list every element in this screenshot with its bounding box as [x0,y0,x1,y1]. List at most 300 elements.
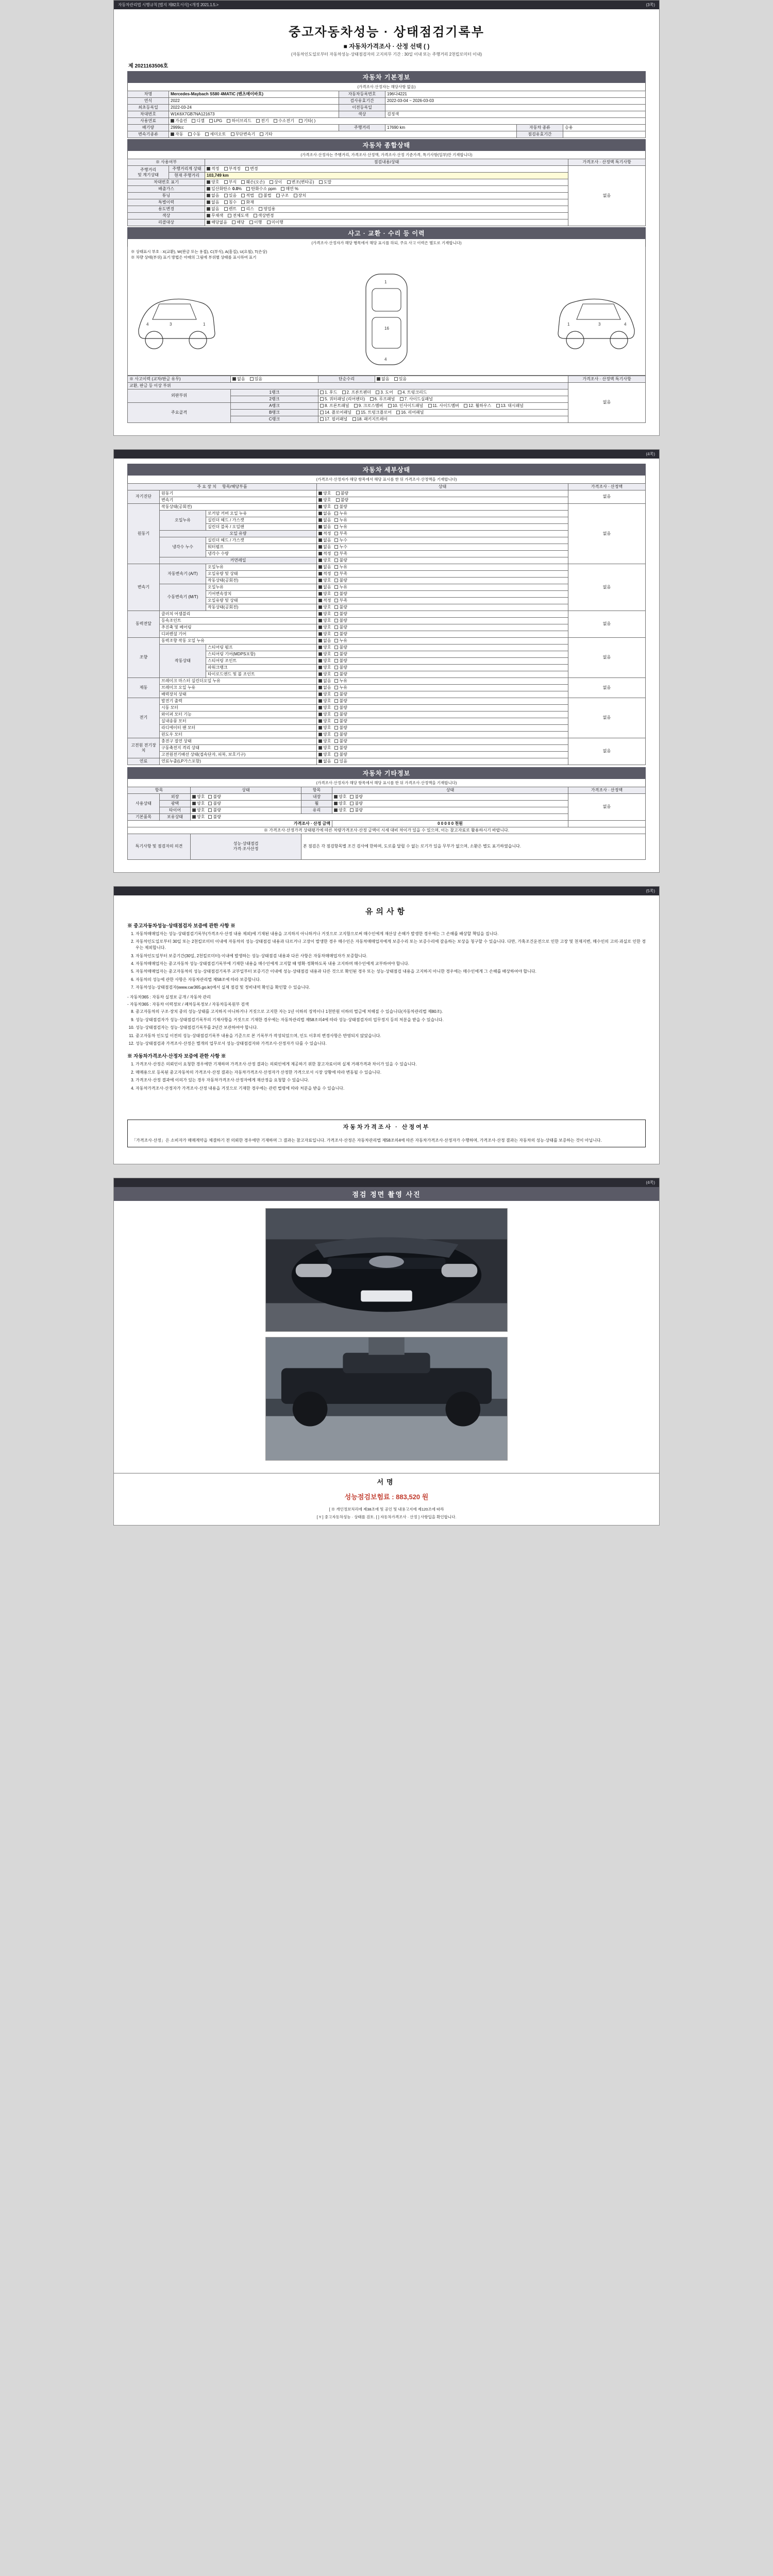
checkbox-icon [428,404,432,408]
specialhistory-option-flood[interactable]: 침수 [224,200,237,205]
state-none[interactable]: 없음 [318,511,331,516]
checkbox-icon [227,119,230,123]
checkbox-icon [318,585,322,589]
group-steering: 조향 [128,637,160,677]
state-mt-operation [317,604,568,611]
state-good[interactable]: 양호 [318,591,331,597]
checkbox-icon [192,802,196,805]
checkbox-icon [334,605,338,609]
tuning-options [205,193,568,199]
odometer-option-changed[interactable]: 변경 [245,166,258,172]
label-vin-mark: 차대번호 표기 [128,179,205,186]
usagechange-option-none[interactable]: 없음 [207,207,219,212]
fuel-option-gasoline[interactable]: 가솔린 [171,118,187,124]
colorchange-option-none[interactable]: 무채색 [207,213,223,218]
tuning-option-device[interactable]: 장치 [294,193,306,198]
label-rank-b: B랭크 [231,409,318,416]
item-steering-pump: 스티어링 펌프 [206,644,317,651]
state-bad[interactable]: 불량 [208,808,221,813]
checkbox-icon [259,207,262,211]
vinmark-option-corrosion[interactable]: 부식 [224,180,237,185]
underbody-photo [265,1337,508,1461]
section-etc-note: (가격조사·산정자가 해당 항목에서 해당 표시를 한 뒤 가격조사·산정액을 기재합니다) [127,779,646,787]
checkbox-icon [334,532,338,535]
checkbox-icon [318,565,322,569]
part-trunk-floor[interactable]: 15. 트렁크플로어 [356,410,392,415]
state-bad[interactable]: 불량 [334,652,347,657]
transmission-option-semiauto[interactable]: 세미오토 [205,132,226,137]
state-good[interactable]: 양호 [318,745,331,751]
total-price-empty [568,820,646,827]
checkbox-icon [192,119,195,123]
checkbox-icon [192,808,196,812]
checkbox-icon [334,746,338,750]
state-none[interactable]: 없음 [318,565,331,570]
state-none[interactable]: 없음 [318,638,331,643]
state-ok[interactable]: 적정 [318,571,331,577]
checkbox-icon [334,753,338,756]
part-hood[interactable]: 1. 후드 [320,390,337,395]
insurance-fee-label: 성능점검보험료 : [344,1493,394,1501]
price-self-diagnosis: 없음 [568,490,646,503]
state-low[interactable]: 부족 [334,571,347,577]
item-starter-motor: 시동 모터 [160,704,317,711]
item-brake-oil-leak: 브레이크 오일 누유 [160,684,317,691]
label-mileage: 주행거리 [339,125,385,131]
parts-rank2-items [318,396,568,402]
checkbox-icon [334,666,338,669]
state-minor[interactable]: 누유 [334,585,347,590]
label-accident-price: 가격조사 · 산정액 특기사항 [568,376,646,382]
transmission-option-manual[interactable]: 수동 [188,132,200,137]
group-transmission: 변속기 [128,564,160,611]
checkbox-icon [208,808,212,812]
table-row [128,376,646,382]
overall-col-price: 가격조사 · 산정액 특기사항 [568,159,646,166]
state-bad[interactable]: 불량 [334,705,347,710]
emission-hc[interactable]: 탄화수소 ppm [246,187,276,192]
recall-option-applicable[interactable]: 해당 [232,220,244,225]
state-bad[interactable]: 불량 [334,558,347,563]
section-overall-band: 자동차 종합상태 [127,139,646,151]
checkbox-icon [318,599,322,602]
state-bad[interactable]: 불량 [334,739,347,744]
state-power-crank [317,664,568,671]
table-row [128,698,646,704]
state-minor[interactable]: 누유 [334,511,347,516]
state-none[interactable]: 없음 [318,759,331,764]
checkbox-icon [231,132,234,136]
subgroup-manual-transmission: 수동변속기 (M/T) [160,584,206,611]
state-bad[interactable]: 불량 [334,699,347,704]
state-minor[interactable]: 누유 [334,565,347,570]
fuel-option-lpg[interactable]: LPG [209,118,222,124]
fuel-option-hydrogen[interactable]: 수소전기 [274,118,294,124]
state-low[interactable]: 부족 [334,531,347,536]
checkbox-icon [334,646,338,649]
state-good[interactable]: 양호 [318,752,331,757]
state-good[interactable]: 양호 [318,612,331,617]
specialhistory-option-fire[interactable]: 화재 [241,200,254,205]
state-alternator-output [317,698,568,704]
checkbox-icon [318,746,322,750]
state-good[interactable]: 양호 [318,498,331,503]
page-1 [113,0,660,436]
checkbox-icon [356,411,360,414]
checkbox-icon [318,706,322,709]
svg-text:4: 4 [624,321,627,327]
state-none[interactable]: 없음 [318,524,331,530]
state-bad[interactable]: 불량 [334,658,347,664]
checkbox-icon [318,572,322,575]
state-coolant-level [317,550,568,557]
state-bad[interactable]: 불량 [334,605,347,610]
part-quarter-panel[interactable]: 5. 쿼터패널 (리어펜더) [320,397,365,402]
state-bad[interactable]: 불량 [334,591,347,597]
label-vin: 차대번호 [128,111,169,118]
accident-price-note: 없음 [568,382,646,422]
accident-option-yes[interactable]: 있음 [250,377,262,382]
state-good[interactable]: 양호 [318,491,331,496]
label-special-history: 특별이력 [128,199,205,206]
state-good[interactable]: 양호 [318,504,331,510]
state-bad[interactable]: 불량 [336,498,348,503]
state-power-steering-leak [317,637,568,644]
state-leak[interactable]: 누수 [334,538,347,543]
label-usage-change: 용도변경 [128,206,205,213]
detail-col-state: 상태 [317,483,568,490]
diagram-legend-2: ※ 차량 상태(부위) 표기 방법은 아래의 그림에 부위별 상태를 표시하여 표기 [131,255,257,260]
state-bad[interactable]: 불량 [334,732,347,737]
state-differential-gear [317,631,568,637]
checkbox-icon [334,525,338,529]
state-yes[interactable]: 있음 [334,759,347,764]
vinmark-option-erased[interactable]: 도말 [319,180,331,185]
item-tie-rod-end: 타이로드엔드 및 볼 조인트 [206,671,317,677]
state-low[interactable]: 부족 [334,598,347,603]
page-2-topbar [114,450,659,459]
state-ok[interactable]: 적정 [318,551,331,556]
state-bad[interactable]: 불량 [350,801,362,806]
vinmark-option-good[interactable]: 양호 [207,180,219,185]
fuel-option-diesel[interactable]: 디젤 [192,118,204,124]
checkbox-icon [350,808,354,812]
state-good[interactable]: 양호 [318,652,331,657]
accident-option-none[interactable]: 없음 [232,377,245,382]
state-bad[interactable]: 불량 [334,665,347,670]
odometer-option-bad[interactable]: 부적정 [224,166,241,172]
state-good[interactable]: 양호 [318,665,331,670]
price-steering: 없음 [568,637,646,677]
table-row [128,793,646,800]
state-bad[interactable]: 불량 [334,632,347,637]
state-minor[interactable]: 누유 [334,524,347,530]
checkbox-icon [318,532,322,535]
state-fuel-leak [317,758,568,765]
list-item: 9. 성능·상태점검자가 성능·상태점검기록부의 기재사항을 거짓으로 기재한 경우에는 자동차관리법 제58조의4에 따라 성능·상태점검자의 업무정지 등의 처분을 받을 수 있습니다. [136,1017,646,1023]
table-row [128,105,646,111]
checkbox-icon [334,699,338,703]
state-bad[interactable]: 불량 [334,612,347,617]
fuel-option-other[interactable]: 기타( ) [299,118,315,124]
state-good[interactable]: 양호 [318,705,331,710]
state-none[interactable]: 없음 [318,545,331,550]
table-row [128,731,646,738]
label-displacement: 배기량 [128,125,169,131]
state-starter-motor [317,704,568,711]
table-row [128,738,646,744]
checkbox-icon [318,679,322,683]
detail-col-price: 가격조사 · 산정액 [568,483,646,490]
detail-col-device: 주 요 장 치 항목/해당부품 [128,483,317,490]
page-4-topbar [114,1178,659,1187]
checkbox-icon [318,625,322,629]
checkbox-icon [334,572,338,575]
part-side-member[interactable]: 11. 사이드멤버 [428,403,459,409]
table-row [128,186,646,193]
state-none[interactable]: 없음 [318,518,331,523]
checkbox-icon [318,739,322,743]
state-none[interactable]: 없음 [318,685,331,690]
state-good[interactable]: 양호 [318,558,331,563]
state-bad[interactable]: 불량 [334,645,347,650]
accident-diagram-wrap [127,247,646,376]
recall-option-notdone[interactable]: 미이행 [267,220,283,225]
state-good[interactable]: 양호 [318,645,331,650]
part-door[interactable]: 3. 도어 [376,390,393,395]
state-good[interactable]: 양호 [318,732,331,737]
value-year: 2022 [169,98,339,105]
state-good[interactable]: 양호 [318,719,331,724]
transmission-option-auto[interactable]: 자동 [171,132,183,137]
checkbox-icon [334,545,338,549]
state-good[interactable]: 양호 [318,632,331,637]
part-trunk-lid[interactable]: 4. 트렁크리드 [398,390,427,395]
odometer-option-ok[interactable]: 적정 [207,166,219,172]
signature-title: 서명 [114,1473,659,1488]
state-good[interactable]: 양호 [192,808,205,813]
part-wheel-house[interactable]: 12. 휠하우스 [464,403,491,409]
checkbox-icon [354,404,358,408]
part-pillar-panel[interactable]: 17. 필러패널 [320,417,347,422]
transmission-option-other[interactable]: 기타 [260,132,272,137]
photo-list [114,1201,659,1473]
state-good[interactable]: 양호 [318,712,331,717]
table-row [128,199,646,206]
table-row [128,382,646,389]
group-electrical: 전기 [128,698,160,738]
item-brake-master-cylinder: 브레이크 마스터 실린더오일 누유 [160,677,317,684]
front-photo-image [266,1209,507,1331]
checkbox-icon [334,652,338,656]
checkbox-icon [318,672,322,676]
usagechange-option-commercial[interactable]: 영업용 [259,207,275,212]
simplerepair-option-yes[interactable]: 있음 [394,377,407,382]
usagechange-option-lease[interactable]: 리스 [241,207,254,212]
value-mileage: 17690 km [385,125,517,131]
recall-option-na[interactable]: 해당없음 [207,220,227,225]
checkbox-icon [318,545,322,549]
part-rear-panel[interactable]: 16. 리어패널 [396,410,424,415]
checkbox-icon [207,180,210,184]
state-oil-level [317,530,568,537]
simplerepair-option-none[interactable]: 없음 [377,377,389,382]
state-ok[interactable]: 적정 [318,531,331,536]
emission-co[interactable]: 일산화탄소 0.0% [207,187,242,192]
checkbox-icon [352,417,356,421]
state-good[interactable]: 양호 [318,739,331,744]
checkbox-icon [334,619,338,622]
state-bad[interactable]: 불량 [334,745,347,751]
state-bad[interactable]: 불량 [208,815,221,820]
colorchange-option-full[interactable]: 전체도색 [228,213,248,218]
table-row [128,724,646,731]
state-steering-gear [317,651,568,657]
state-bad[interactable]: 불량 [334,725,347,731]
checkbox-icon [334,639,338,642]
state-good[interactable]: 양호 [318,725,331,731]
part-cross-member[interactable]: 9. 크로스멤버 [354,403,383,409]
table-row [128,402,646,409]
state-bad[interactable]: 불량 [334,578,347,583]
state-ok[interactable]: 적정 [318,598,331,603]
etc-col-state: 상태 [191,787,301,793]
state-good[interactable]: 양호 [334,794,346,800]
tuning-option-legal[interactable]: 적법 [241,193,254,198]
state-minor[interactable]: 누유 [334,685,347,690]
state-bad[interactable]: 불량 [334,719,347,724]
part-inside-panel[interactable]: 10. 인사이드패널 [388,403,424,409]
state-none[interactable]: 없음 [318,679,331,684]
state-good[interactable]: 양호 [334,808,346,813]
checkbox-icon [334,726,338,730]
colorchange-option-changed[interactable]: 색상변경 [254,213,274,218]
fuel-option-electric[interactable]: 전기 [256,118,268,124]
item-glass: 유리 [301,807,332,814]
state-minor[interactable]: 누유 [334,638,347,643]
item-propeller-shaft: 추진축 및 베어링 [160,624,317,631]
checkbox-icon [334,759,338,763]
state-good[interactable]: 양호 [318,699,331,704]
emission-smoke[interactable]: 매연 % [281,187,298,192]
state-good[interactable]: 양호 [318,578,331,583]
state-bad[interactable]: 불량 [334,625,347,630]
state-good[interactable]: 양호 [318,618,331,623]
checkbox-icon [400,397,404,401]
state-propeller-shaft [317,624,568,631]
state-good[interactable]: 양호 [318,658,331,664]
item-battery-isolation: 구동축전지 격리 상태 [160,744,317,751]
state-good[interactable]: 양호 [318,672,331,677]
state-none[interactable]: 없음 [318,538,331,543]
table-row [128,118,646,125]
state-leak[interactable]: 누수 [334,545,347,550]
part-dash-panel[interactable]: 13. 대시패널 [496,403,524,409]
specialhistory-option-none[interactable]: 없음 [207,200,219,205]
table-row [128,814,646,820]
checkbox-icon [188,132,192,136]
state-bad[interactable]: 불량 [336,491,348,496]
part-roof-panel[interactable]: 6. 루프패널 [370,397,395,402]
price-survey-box-title: 자동차가격조사 · 산정여부 [127,1120,646,1135]
state-none[interactable]: 없음 [318,585,331,590]
usagechange-option-rent[interactable]: 렌트 [224,207,237,212]
transmission-option-cvt[interactable]: 무단변속기 [231,132,256,137]
state-good[interactable]: 양호 [192,815,205,820]
state-mt-oil-level [317,597,568,604]
notice-list-3 [127,1061,646,1092]
recall-option-done[interactable]: 이행 [249,220,262,225]
page-number-2: (4쪽) [646,451,655,456]
state-bad[interactable]: 불량 [334,672,347,677]
checkbox-icon [318,713,322,716]
part-side-sill-panel[interactable]: 7. 사이드실패널 [400,397,433,402]
photo-section-band: 점검 정면 촬영 사진 [114,1187,659,1201]
vinmark-option-altered[interactable]: 변조(변타공) [287,180,314,185]
state-good[interactable]: 양호 [318,625,331,630]
state-bad[interactable]: 불량 [334,504,347,510]
price-etc: 없음 [568,793,646,820]
vinmark-option-damage[interactable]: 훼손(오손) [241,180,264,185]
state-good[interactable]: 양호 [318,692,331,697]
state-low[interactable]: 부족 [334,551,347,556]
state-good[interactable]: 양호 [318,605,331,610]
parts-rank1-items [318,389,568,396]
state-minor[interactable]: 누유 [334,679,347,684]
part-front-fender[interactable]: 2. 프론트펜더 [342,390,372,395]
fuel-option-hybrid[interactable]: 하이브리드 [227,118,251,124]
checkbox-icon [318,518,322,522]
table-row [128,744,646,751]
item-cv-joint: 등속조인트 [160,617,317,624]
tuning-option-illegal[interactable]: 불법 [259,193,271,198]
state-bad[interactable]: 불량 [334,618,347,623]
state-bad[interactable]: 불량 [208,801,221,806]
state-blower-motor [317,718,568,724]
part-front-panel[interactable]: 8. 프론트패널 [320,403,349,409]
state-engine-idle [317,503,568,510]
label-simple-repair: 단순수리 [318,376,375,382]
label-inspection-period: 검사유효기간 [339,98,385,105]
part-floor-panel[interactable]: 14. 플로어패널 [320,410,351,415]
checkbox-icon [318,579,322,582]
tuning-option-structure[interactable]: 구조 [276,193,289,198]
state-minor[interactable]: 누유 [334,518,347,523]
page-number-3: (5쪽) [646,888,655,893]
part-package-tray[interactable]: 18. 패키지트레이 [352,417,388,422]
tuning-option-yes[interactable]: 있음 [224,193,237,198]
state-bad[interactable]: 불량 [334,692,347,697]
state-good[interactable]: 양호 [334,801,346,806]
parts-rankc-items [318,416,568,422]
checkbox-icon [334,713,338,716]
state-bad[interactable]: 불량 [334,752,347,757]
checkbox-icon [224,207,228,211]
vinmark-option-different[interactable]: 상이 [270,180,282,185]
state-good[interactable]: 양호 [192,801,205,806]
group-fuel: 연료 [128,758,160,765]
tuning-option-none[interactable]: 없음 [207,193,219,198]
state-bad[interactable]: 불량 [334,712,347,717]
state-bad[interactable]: 불량 [350,794,362,800]
state-bad[interactable]: 불량 [350,808,362,813]
state-bad[interactable]: 불량 [208,794,221,800]
label-current-mileage: 현재 주행거리 [169,173,205,179]
group-braking: 제동 [128,677,160,698]
state-good[interactable]: 양호 [192,794,205,800]
table-row [128,166,646,173]
label-rank-a: A랭크 [231,402,318,409]
